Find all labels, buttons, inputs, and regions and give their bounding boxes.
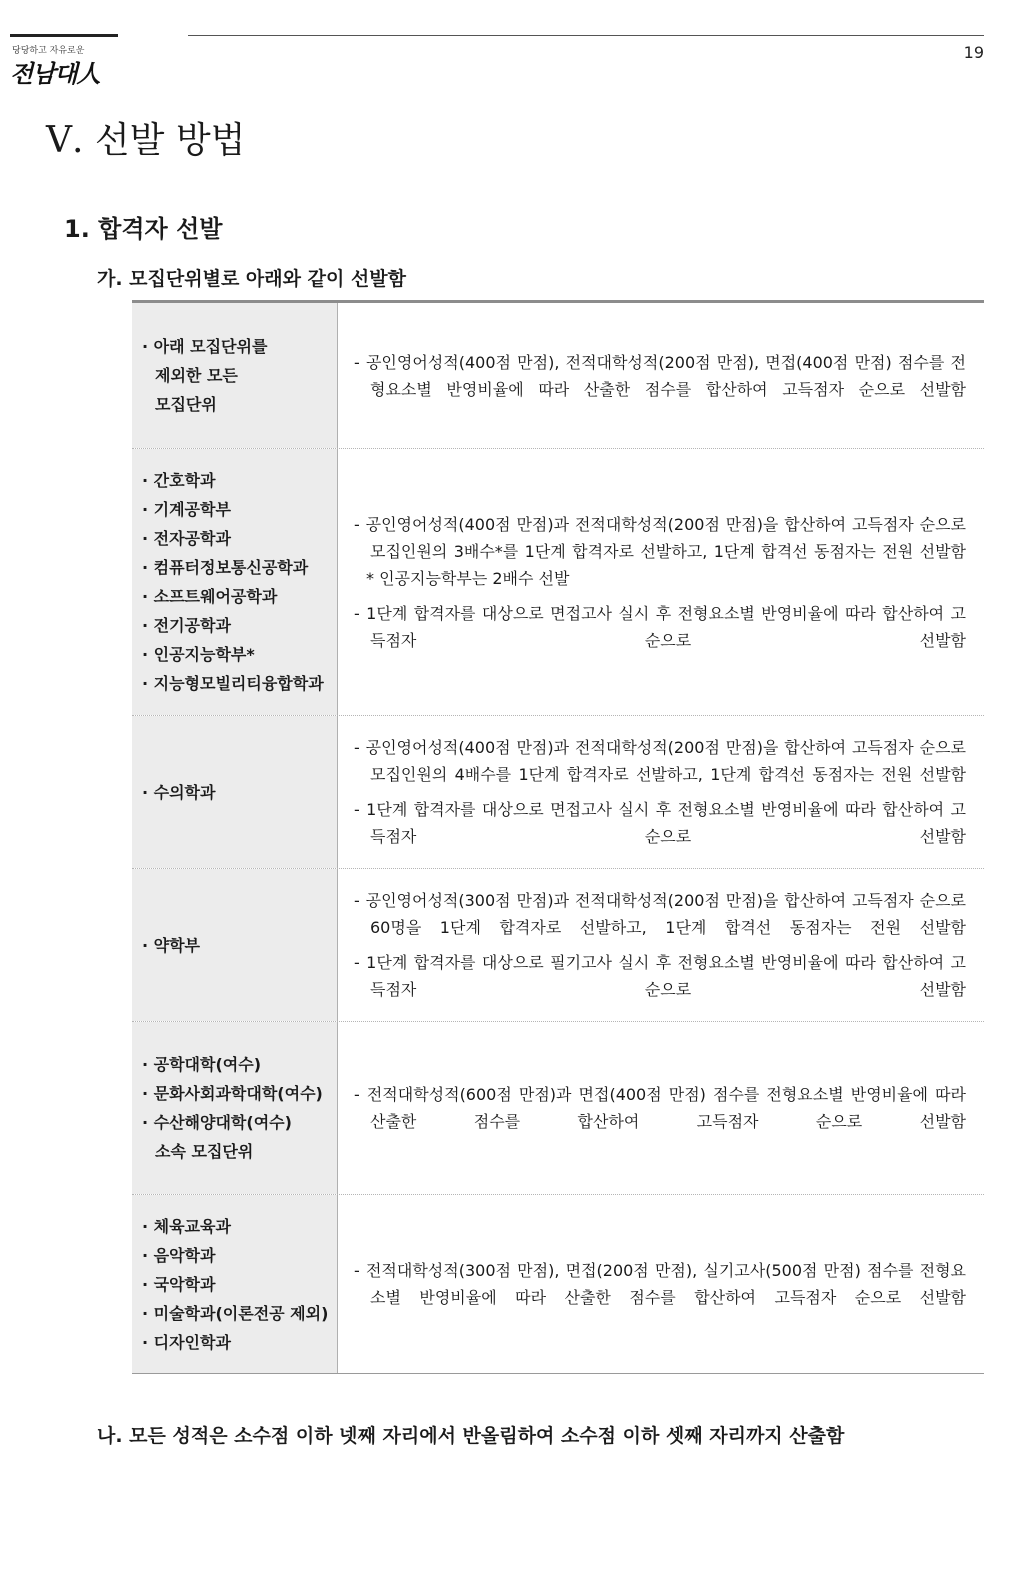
recruitment-unit: · 미술학과(이론전공 제외) [142,1303,329,1323]
selection-footnote: * 인공지능학부는 2배수 선발 [366,568,570,588]
recruitment-unit: · 컴퓨터정보통신공학과 [142,558,309,577]
selection-rule: - 공인영어성적(400점 만점)과 전적대학성적(200점 만점)을 합산하여 고득점자 순으로 모집인원의 3배수*를 1단계 합격자로 선발하고, 1단계 합격선 동점자는 전원 선발함 [354,514,966,561]
selection-rule-cell [338,716,984,868]
table-row [132,449,984,716]
selection-rule-cell [338,1022,984,1194]
recruitment-unit: 모집단위 [155,395,217,414]
recruitment-unit: · 지능형모빌리티융합학과 [142,674,324,693]
selection-rule: - 1단계 합격자를 대상으로 필기고사 실시 후 전형요소별 반영비율에 따라 합산하여 고득점자 순으로 선발함 [354,953,966,999]
recruitment-unit: · 공학대학(여수) [142,1055,262,1074]
section-title: 1. 합격자 선발 [64,215,223,243]
table-row [132,716,984,869]
recruitment-unit: · 기계공학부 [142,500,231,519]
recruitment-unit: · 인공지능학부* [142,645,255,664]
recruitment-unit-cell [132,449,338,715]
table-row [132,869,984,1022]
table-row [132,1195,984,1373]
selection-rule: - 공인영어성적(300점 만점)과 전적대학성적(200점 만점)을 합산하여 고득점자 순으로 60명을 1단계 합격자로 선발하고, 1단계 합격선 동점자는 전원 선발함 [354,891,966,937]
recruitment-unit: · 약학부 [142,935,201,955]
selection-rule-cell [338,303,984,448]
subsection-heading-a: 가. 모집단위별로 아래와 같이 선발함 [97,268,406,290]
recruitment-unit: 소속 모집단위 [155,1142,254,1161]
subsection-heading-b: 나. 모든 성적은 소수점 이하 넷째 자리에서 반올림하여 소수점 이하 셋째 자리까지 산출함 [97,1425,845,1447]
recruitment-unit: · 디자인학과 [142,1332,231,1352]
recruitment-unit-cell [132,303,338,448]
university-logo: 전남대人 [10,60,100,88]
recruitment-unit: · 아래 모집단위를 [142,337,268,356]
selection-rule: - 전적대학성적(300점 만점), 면접(200점 만점), 실기고사(500점 만점) 점수를 전형요소별 반영비율에 따라 산출한 점수를 합산하여 고득점자 순으로 선발함 [354,1261,966,1307]
recruitment-unit: · 음악학과 [142,1245,216,1265]
selection-rule: - 1단계 합격자를 대상으로 면접고사 실시 후 전형요소별 반영비율에 따라 합산하여 고득점자 순으로 선발함 [354,800,966,846]
selection-rule: - 1단계 합격자를 대상으로 면접고사 실시 후 전형요소별 반영비율에 따라 합산하여 고득점자 순으로 선발함 [354,603,966,650]
selection-rule: - 공인영어성적(400점 만점)과 전적대학성적(200점 만점)을 합산하여 고득점자 순으로 모집인원의 4배수를 1단계 합격자로 선발하고, 1단계 합격선 동점자는 전원 선발함 [354,738,966,784]
recruitment-unit: · 소프트웨어공학과 [142,587,278,606]
recruitment-unit-cell [132,1195,338,1373]
recruitment-unit: · 국악학과 [142,1274,216,1294]
recruitment-unit: · 수산해양대학(여수) [142,1113,292,1132]
recruitment-unit: · 전자공학과 [142,529,231,548]
recruitment-unit: · 간호학과 [142,471,216,490]
selection-rule-cell [338,869,984,1021]
selection-rule: - 전적대학성적(600점 만점)과 면접(400점 만점) 점수를 전형요소별 반영비율에 따라 산출한 점수를 합산하여 고득점자 순으로 선발함 [354,1085,966,1131]
logo-top-bar [10,34,118,37]
recruitment-unit: · 수의학과 [142,782,216,802]
header-rule [188,35,984,36]
table-row [132,303,984,449]
selection-rule-cell [338,1195,984,1373]
recruitment-unit-cell [132,1022,338,1194]
selection-rule-cell [338,449,984,715]
page-number: 19 [963,43,984,62]
recruitment-unit: · 문화사회과학대학(여수) [142,1084,323,1103]
selection-rule: - 공인영어성적(400점 만점), 전적대학성적(200점 만점), 면접(400점 만점) 점수를 전형요소별 반영비율에 따라 산출한 점수를 합산하여 고득점자 순으로 선발함 [354,352,966,399]
recruitment-unit: 제외한 모든 [155,366,238,385]
recruitment-unit: · 전기공학과 [142,616,231,635]
chapter-title: Ⅴ. 선발 방법 [46,120,246,161]
recruitment-unit-cell [132,869,338,1021]
logo-tagline: 당당하고 자유로운 [12,46,85,56]
table-row [132,1022,984,1195]
recruitment-unit: · 체육교육과 [142,1216,231,1236]
recruitment-unit-cell [132,716,338,868]
selection-method-table [132,300,984,1374]
